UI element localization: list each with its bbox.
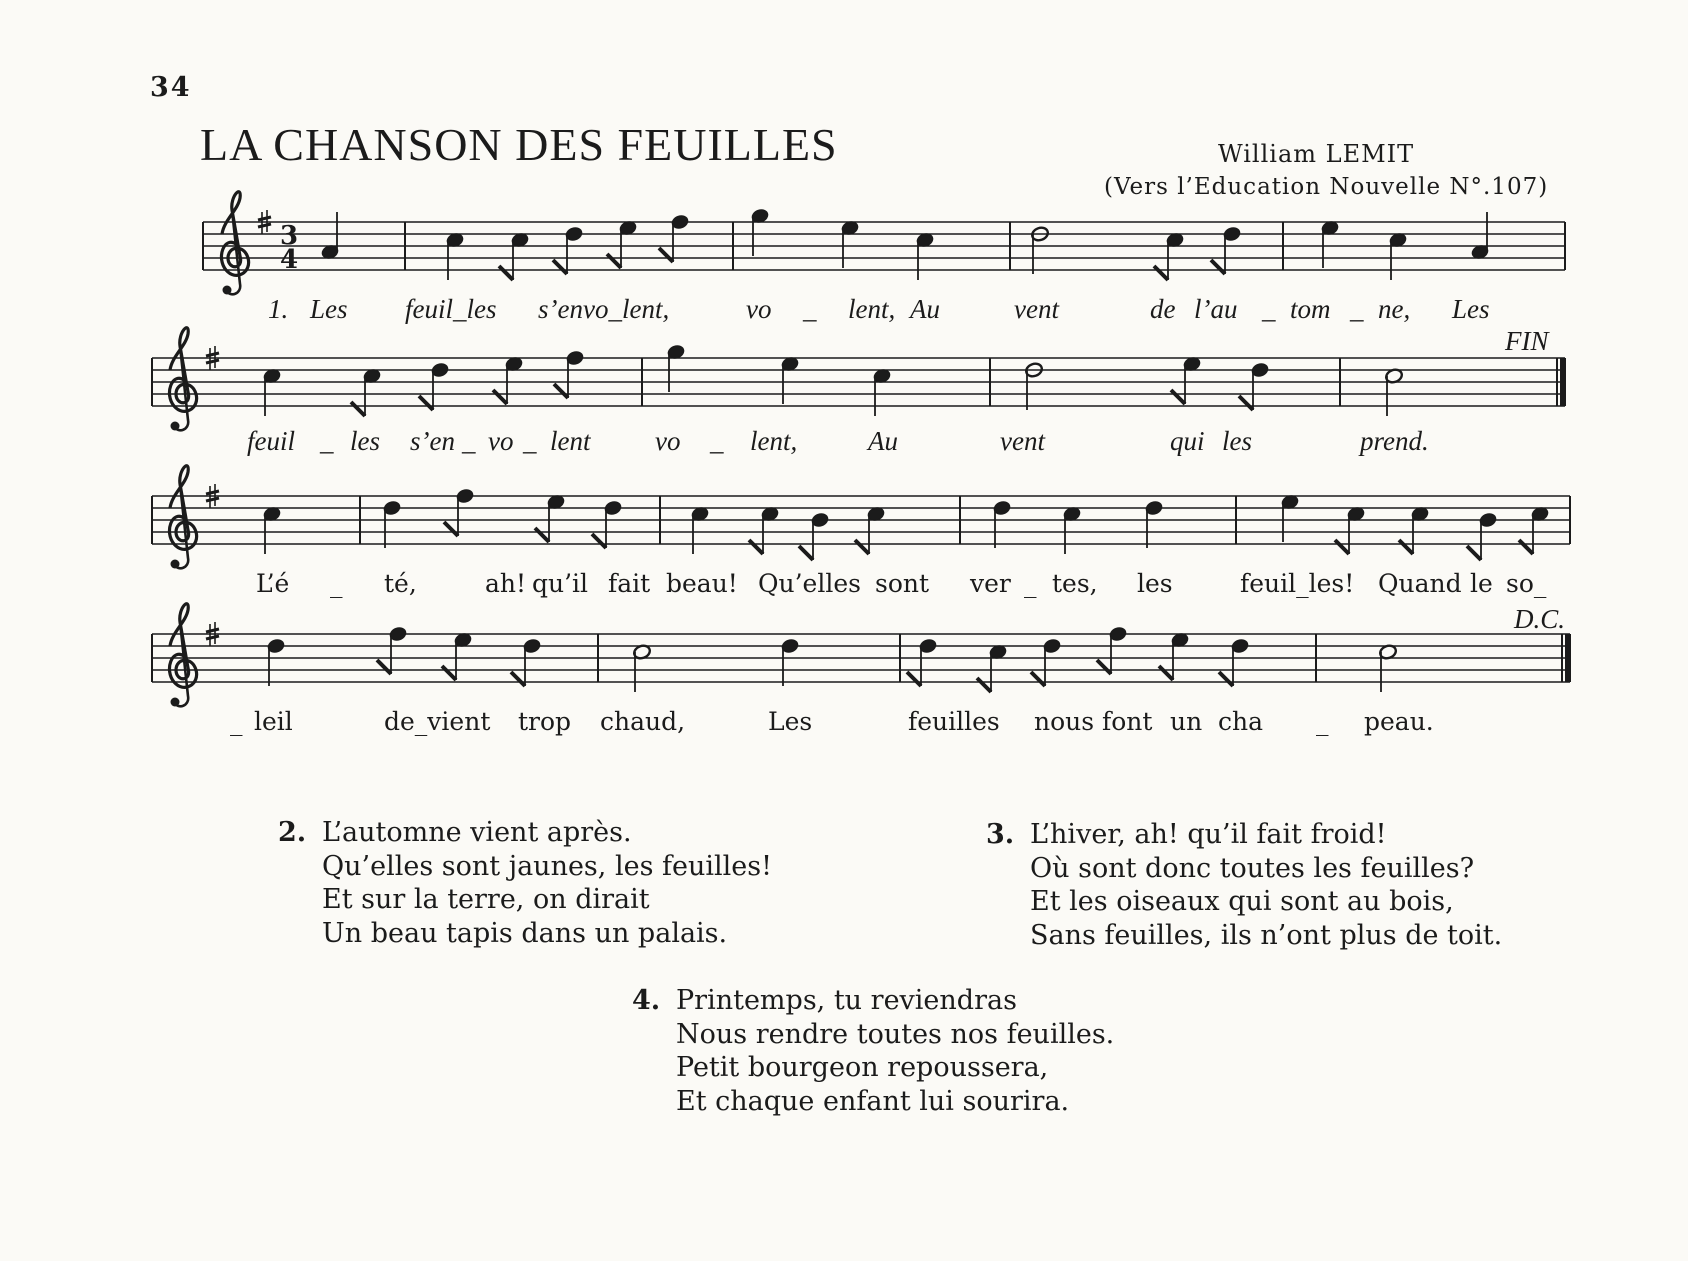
lyric: vo — [655, 426, 681, 456]
verse-2 — [278, 816, 772, 950]
lyric: _ — [462, 426, 476, 456]
verse-4 — [632, 984, 1115, 1118]
lyric: Les — [310, 294, 348, 324]
composer-credit: William LEMIT — [1218, 140, 1415, 168]
note-flag — [1519, 540, 1533, 554]
staff-system-4 — [152, 604, 1570, 707]
lyric: ne, — [1378, 294, 1411, 324]
note-flag — [907, 672, 921, 686]
verse-3 — [986, 818, 1503, 952]
verse-line: L’hiver, ah! qu’il fait froid! — [1030, 819, 1387, 850]
lyric: les — [1137, 569, 1173, 598]
treble-clef-icon — [169, 466, 196, 569]
verse-line: Printemps, tu reviendras — [676, 985, 1017, 1016]
note-flag — [493, 390, 507, 404]
song-title: LA CHANSON DES FEUILLES — [200, 119, 838, 170]
lyric: vent — [1014, 294, 1059, 324]
lyric: Quand — [1378, 569, 1462, 598]
lyric: beau! — [666, 569, 738, 598]
note-flag — [1159, 666, 1173, 680]
time-signature-top: 3 — [280, 221, 299, 251]
staff-system-3 — [152, 466, 1570, 569]
note-flag — [855, 540, 869, 554]
note-flag — [1467, 546, 1481, 560]
note-flag — [977, 678, 991, 692]
lyric: s’en — [410, 426, 455, 456]
lyric: _ — [320, 426, 334, 456]
note-flag — [419, 396, 433, 410]
source-reference: (Vers l’Education Nouvelle N°.107) — [1104, 174, 1549, 200]
lyric: feuilles — [908, 707, 1000, 736]
lyric: _ — [1350, 294, 1364, 324]
treble-clef-icon — [169, 328, 196, 431]
note-flag — [659, 248, 673, 262]
lyric: Les — [1452, 294, 1490, 324]
note-flag — [444, 522, 458, 536]
note-flag — [1239, 396, 1253, 410]
lyric: leil — [254, 707, 293, 736]
note-flag — [351, 402, 365, 416]
staff-system-1 — [203, 192, 1565, 295]
lyric: tes, — [1052, 569, 1098, 598]
page-number: 34 — [150, 72, 192, 103]
lyric: lent, — [750, 426, 798, 456]
lyric: _ — [1262, 294, 1276, 324]
lyric: ver — [970, 569, 1011, 598]
note-flag — [592, 534, 606, 548]
lyric: qui — [1170, 426, 1205, 456]
lyric: de_vient — [384, 707, 491, 736]
lyric: 1. — [268, 294, 289, 324]
lyric: _ — [803, 294, 817, 324]
lyrics-system-4 — [230, 707, 1434, 736]
note-flag — [1335, 540, 1349, 554]
note-flag — [799, 546, 813, 560]
lyric: so_ — [1506, 569, 1547, 598]
note-flag — [1031, 672, 1045, 686]
verse-number: 3. — [986, 819, 1015, 850]
lyric: qu’il — [532, 569, 589, 598]
verse-line: Un beau tapis dans un palais. — [322, 917, 728, 949]
fin-marking: FIN — [1505, 326, 1549, 356]
note-flag — [1171, 390, 1185, 404]
note-flag — [1097, 660, 1111, 674]
lyric: font — [1102, 707, 1153, 736]
lyric: _ — [1024, 569, 1037, 598]
lyric: _ — [230, 707, 243, 736]
treble-clef-icon — [169, 604, 196, 707]
lyric: fait — [608, 569, 651, 598]
note-flag — [535, 528, 549, 542]
verse-line: Et les oiseaux qui sont au bois, — [1030, 886, 1454, 917]
note-flag — [749, 540, 763, 554]
lyric: vent — [1000, 426, 1045, 456]
verse-line: L’automne vient après. — [322, 817, 632, 848]
lyrics-system-1 — [268, 294, 1490, 324]
lyric: chaud, — [600, 707, 686, 736]
lyric: lent — [550, 426, 591, 456]
lyric: feuil_les! — [1240, 569, 1355, 598]
note-flag — [1219, 672, 1233, 686]
lyric: s’envo_lent, — [538, 294, 670, 324]
verse-line: Où sont donc toutes les feuilles? — [1030, 852, 1475, 884]
lyric: le — [1470, 569, 1493, 598]
lyric: cha — [1218, 707, 1264, 736]
verse-number: 2. — [278, 817, 307, 848]
note-flag — [511, 672, 525, 686]
verse-line: Et sur la terre, on dirait — [322, 884, 650, 915]
verse-line: Nous rendre toutes nos feuilles. — [676, 1018, 1115, 1050]
verse-line: Et chaque enfant lui sourira. — [676, 1085, 1070, 1117]
note-flag — [554, 384, 568, 398]
note-flag — [1154, 266, 1168, 280]
lyric: Qu’elles — [758, 569, 861, 598]
lyric: _ — [1316, 707, 1329, 736]
lyric: vo — [488, 426, 514, 456]
lyrics-system-3 — [256, 569, 1547, 598]
lyric: Au — [910, 294, 940, 324]
note-flag — [607, 254, 621, 268]
dc-marking: D.C. — [1514, 604, 1566, 634]
verse-line: Petit bourgeon repoussera, — [676, 1052, 1049, 1083]
lyric: Au — [868, 426, 898, 456]
lyric: ah! — [485, 569, 527, 598]
lyric: les — [1222, 426, 1252, 456]
lyrics-system-2 — [247, 426, 1429, 456]
lyric: l’au — [1194, 294, 1238, 324]
lyric: feuil — [247, 426, 295, 456]
lyric: prend. — [1360, 426, 1429, 456]
time-signature-bottom: 4 — [280, 245, 299, 275]
note-flag — [442, 666, 456, 680]
lyric: _ — [330, 569, 343, 598]
lyric: té, — [384, 569, 417, 598]
staff-system-2 — [152, 328, 1565, 431]
note-flag — [1399, 540, 1413, 554]
note-flag — [377, 660, 391, 674]
treble-clef-icon — [221, 192, 248, 295]
lyric: les — [350, 426, 380, 456]
verse-number: 4. — [632, 985, 661, 1016]
note-flag — [499, 266, 513, 280]
verse-line: Sans feuilles, ils n’ont plus de toit. — [1030, 919, 1503, 951]
note-flag — [1211, 260, 1225, 274]
lyric: nous — [1034, 707, 1095, 736]
lyric: Les — [768, 707, 813, 736]
lyric: un — [1170, 707, 1203, 736]
lyric: tom — [1290, 294, 1331, 324]
lyric: L’é — [256, 569, 290, 598]
note-flag — [553, 260, 567, 274]
lyric: _ — [710, 426, 724, 456]
lyric: peau. — [1364, 707, 1434, 736]
verse-line: Qu’elles sont jaunes, les feuilles! — [322, 850, 772, 882]
lyric: _ — [523, 426, 537, 456]
lyric: feuil_les — [405, 294, 497, 324]
lyric: sont — [875, 569, 930, 598]
lyric: trop — [518, 707, 572, 736]
lyric: lent, — [848, 294, 896, 324]
lyric: vo — [746, 294, 772, 324]
lyric: de — [1150, 294, 1176, 324]
